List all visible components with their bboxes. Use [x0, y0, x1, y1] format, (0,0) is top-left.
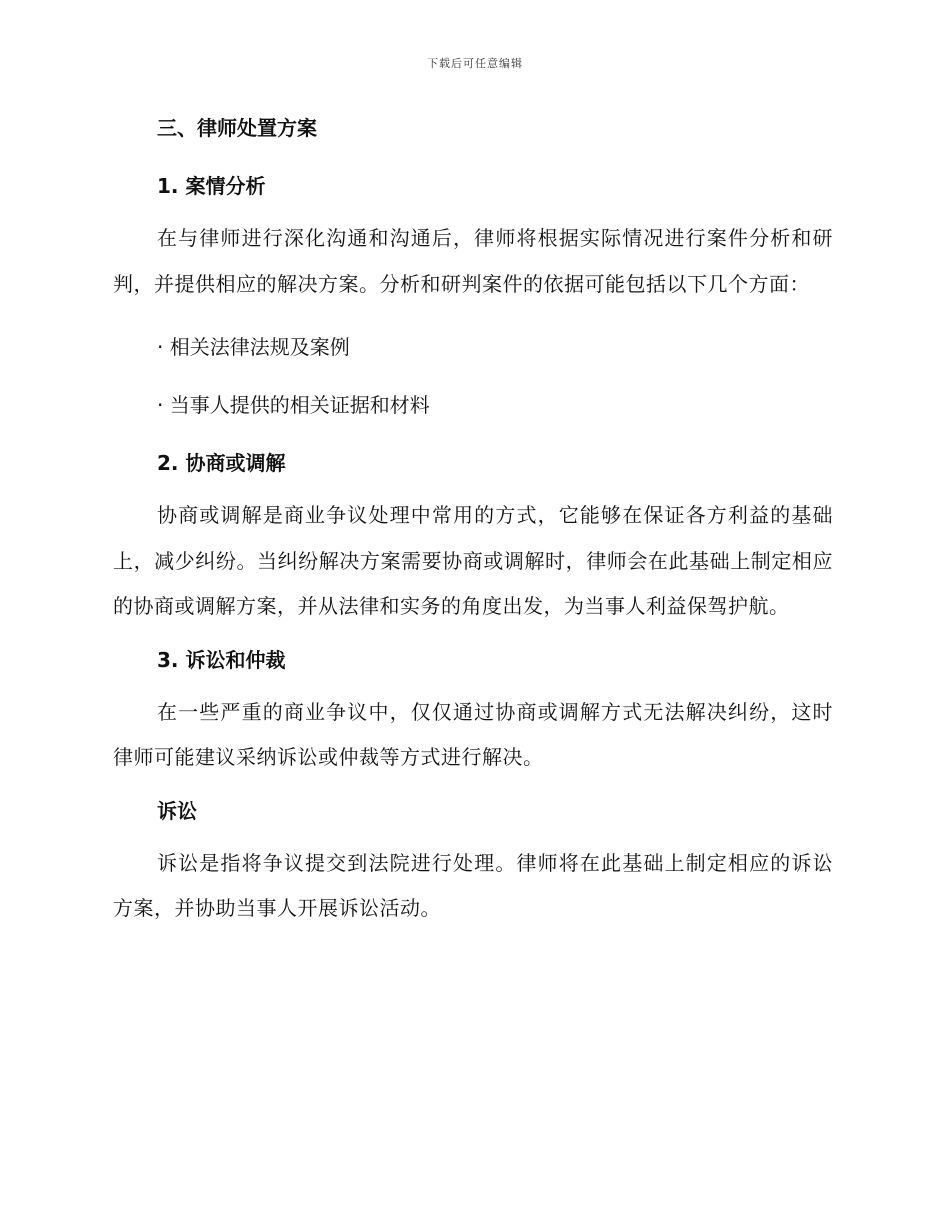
section-1-bullet-1: · 相关法律法规及案例 — [157, 335, 350, 359]
section-3-paragraph: 在一些严重的商业争议中，仅仅通过协商或调解方式无法解决纠纷，这时律师可能建议采纳诉讼或仲裁等方式进行解决。 — [113, 699, 833, 769]
section-2-paragraph: 协商或调解是商业争议处理中常用的方式，它能够在保证各方利益的基础上，减少纠纷。当纠纷解决方案需要协商或调解时，律师会在此基础上制定相应的协商或调解方案，并从法律和实务的角度出发，为当事人利益保驾护航。 — [113, 503, 833, 618]
main-title: 三、律师处置方案 — [157, 116, 317, 140]
section-2-title: 2. 协商或调解 — [157, 451, 286, 475]
section-1-bullet-2: · 当事人提供的相关证据和材料 — [157, 393, 430, 417]
section-3-subtitle-litigation: 诉讼 — [157, 798, 197, 823]
document-body — [113, 110, 833, 932]
section-3-litigation-paragraph: 诉讼是指将争议提交到法院进行处理。律师将在此基础上制定相应的诉讼方案，并协助当事人开展诉讼活动。 — [113, 850, 833, 920]
section-1-title: 1. 案情分析 — [157, 174, 266, 198]
header-note: 下载后可任意编辑 — [427, 57, 523, 70]
section-1-paragraph: 在与律师进行深化沟通和沟通后，律师将根据实际情况进行案件分析和研判，并提供相应的解决方案。分析和研判案件的依据可能包括以下几个方面： — [113, 226, 833, 296]
section-3-title: 3. 诉讼和仲裁 — [157, 647, 286, 672]
